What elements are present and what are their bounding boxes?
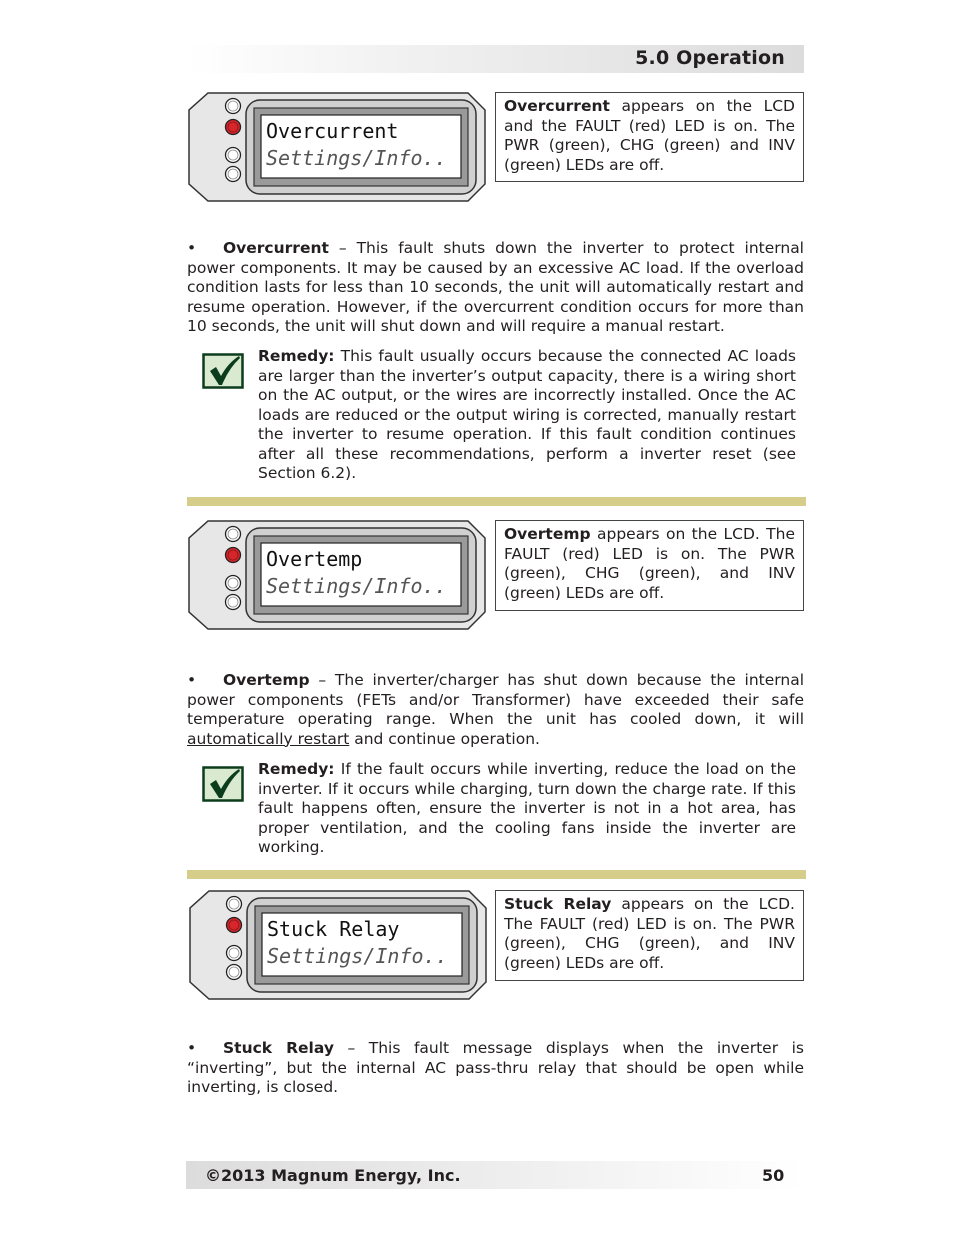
bullet: • [187, 239, 197, 257]
fault-description-overcurrent [187, 239, 804, 337]
callout-stuck-relay [495, 890, 804, 981]
lcd-panel-stuck-relay [189, 890, 487, 1000]
remedy-label: Remedy: [258, 760, 335, 778]
callout-overcurrent [495, 92, 804, 182]
fault-title: Overcurrent [223, 239, 329, 257]
section-divider [187, 870, 806, 879]
fault-description-overtemp [187, 671, 804, 749]
bullet: • [187, 671, 197, 689]
lcd-panel-overcurrent [188, 92, 486, 202]
fault-description-stuck-relay [187, 1039, 804, 1098]
callout-bold: Stuck Relay [504, 895, 612, 913]
footer-copyright: ©2013 Magnum Energy, Inc. [205, 1166, 461, 1185]
remedy-text: If the fault occurs while inverting, reduce the load on the inverter. If it occurs while charging, turn down the charge rate. If this fault happens often, ensure the inverter is not in a hot area, has proper ventilation, and the cooling fans inside the inverter are working. [258, 760, 796, 856]
bullet: • [187, 1039, 197, 1057]
callout-bold: Overtemp [504, 525, 591, 543]
auto-restart-link[interactable]: automatically restart [187, 729, 350, 748]
lcd-line-2: Settings/Info.. [266, 146, 447, 170]
fault-text: – This fault message displays when the inverter is “inverting”, but the internal AC pass-thru relay that should be open while inverting, is closed. [187, 1039, 804, 1096]
fault-text: – This fault shuts down the inverter to protect internal power components. It may be caused by an excessive AC load. If the overload condition lasts for less than 10 seconds, the unit will automatically restart and resume operation. However, if the overcurrent condition occurs for more than 10 seconds, the unit will shut down and will require a manual restart. [187, 239, 804, 335]
checkmark-icon [202, 766, 244, 802]
lcd-line-2: Settings/Info.. [267, 944, 448, 968]
lcd-panel-overtemp [188, 520, 486, 630]
remedy-text: This fault usually occurs because the connected AC loads are larger than the inverter’s output capacity, there is a wiring short on the AC output, or the wires are incorrectly installed. Once the AC loads are reduced or the output wiring is corrected, manually restart the inverter to resume operation. If this fault condition continues after all these recommendations, perform a inverter reset (see Section 6.2). [258, 347, 796, 482]
lcd-line-1: Overcurrent [266, 119, 399, 143]
section-title: 5.0 Operation [635, 47, 785, 69]
callout-bold: Overcurrent [504, 97, 610, 115]
fault-text-tail: and continue operation. [349, 729, 540, 748]
fault-text: – The inverter/charger has shut down because the internal power components (FETs and/or Transformer) have exceeded their safe temperature operating range. When the unit has cooled down, it will [187, 671, 804, 728]
callout-overtemp [495, 520, 804, 611]
lcd-line-2: Settings/Info.. [266, 574, 447, 598]
lcd-line-1: Overtemp [266, 547, 363, 571]
remedy-label: Remedy: [258, 347, 335, 365]
checkmark-icon [202, 353, 244, 389]
lcd-line-1: Stuck Relay [267, 917, 400, 941]
remedy-overcurrent [258, 347, 796, 484]
callout-text: appears on the LCD and the FAULT (red) LED is on. The PWR (green), CHG (green) and INV (green) LEDs are off. [504, 97, 795, 174]
page-number: 50 [762, 1166, 785, 1185]
section-divider [187, 497, 806, 506]
fault-title: Stuck Relay [223, 1039, 334, 1057]
fault-title: Overtemp [223, 671, 310, 689]
callout-text: appears on the LCD. The FAULT (red) LED is on. The PWR (green), CHG (green), and INV (green) LEDs are off. [504, 895, 795, 972]
remedy-overtemp [258, 760, 796, 858]
callout-text: appears on the LCD. The FAULT (red) LED is on. The PWR (green), CHG (green), and INV (green) LEDs are off. [504, 525, 795, 602]
